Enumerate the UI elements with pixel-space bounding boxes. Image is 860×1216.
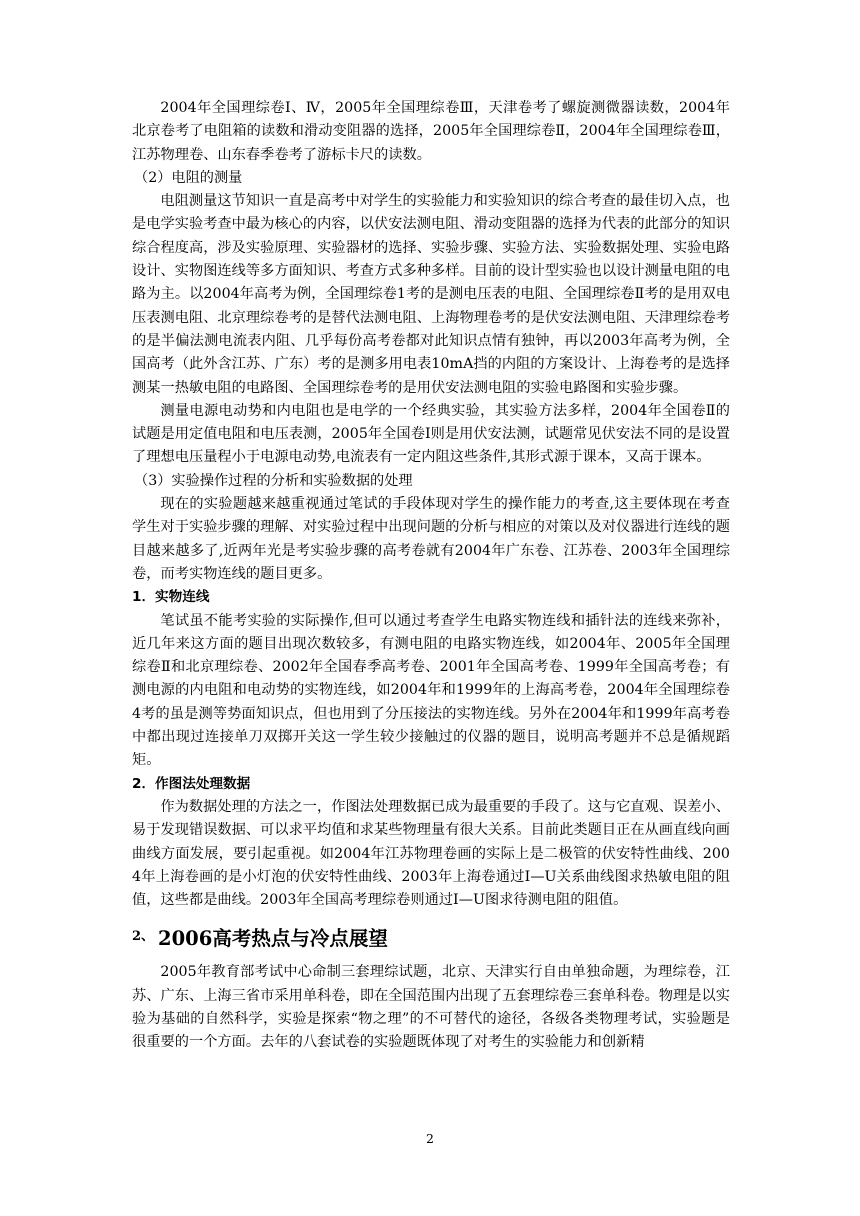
paragraph-physical-wiring: 笔试虽不能考实验的实际操作,但可以通过考查学生电路实物连线和插针法的连线来弥补，近几年来这方面的题目出现次数较多，有测电阻的电路实物连线，如2004年、2005年全国理综卷Ⅱ和北京理综卷、2002年全国春季高考卷、2001年全国高考卷、1999年全国高考卷；有测电源的内电阻和电动势的实物连线，如2004年和1999年的上海高考卷，2004年全国理综卷4考的虽是测等势面知识点，但也用到了分压接法的实物连线。另外在2004年和1999年高考卷中都出现过连接单刀双掷开关这一学生较少接触过的仪器的题目，说明高考题并不总是循规蹈矩。 (132, 612, 730, 769)
paragraph-experiment-operation: 现在的实验题越来越重视通过笔试的手段体现对学生的操作能力的考查,这主要体现在考查学生对于实验步骤的理解、对实验过程中出现问题的分析与相应的对策以及对仪器进行连线的题目越来越多了,近两年光是考实验步骤的高考卷就有2004年广东卷、江苏卷、2003年全国理综卷，而考实物连线的题目更多。 (132, 496, 730, 582)
section-heading (132, 922, 730, 954)
subheading-resistance-measurement: （2）电阻的测量 (134, 169, 243, 186)
heading-physical-wiring: 1．实物连线 (132, 589, 210, 606)
paragraph-2006-outlook: 2005年教育部考试中心命制三套理综试题，北京、天津实行自由单独命题，为理综卷，江苏、广东、上海三省市采用单科卷，即在全国范围内出现了五套理综卷三套单科卷。物理是以实验为基础的自然科学，实验是探索“物之理”的不可替代的途径，各级各类物理考试，实验题是很重要的一个方面。去年的八套试卷的实验题既体现了对考生的实验能力和创新精 (132, 964, 730, 1051)
page-number: 2 (426, 1131, 434, 1146)
section-number: 2、 (132, 929, 155, 945)
section-title: 2006高考热点与冷点展望 (158, 927, 388, 951)
paragraph-emf-measurement: 测量电源电动势和内电阻也是电学的一个经典实验，其实验方法多样，2004年全国卷Ⅱ的试题是用定值电阻和电压表测，2005年全国卷Ⅰ则是用伏安法测，试题常见伏安法不同的是设置了理想电压量程小于电源电动势,电流表有一定内阻这些条件,其形式源于课本，又高于课本。 (132, 402, 730, 466)
subheading-experiment-operation: （3）实验操作过程的分析和实验数据的处理 (134, 472, 413, 489)
paragraph-reading-questions: 2004年全国理综卷Ⅰ、Ⅳ，2005年全国理综卷Ⅲ，天津卷考了螺旋测微器读数，2004年北京卷考了电阻箱的读数和滑动变阻器的选择，2005年全国理综卷Ⅱ，2004年全国理综卷Ⅲ，江苏物理卷、山东春季卷考了游标卡尺的读数。 (132, 100, 730, 163)
page-content (132, 97, 730, 1055)
heading-graphing-data: 2．作图法处理数据 (132, 775, 251, 792)
paragraph-graphing-data: 作为数据处理的方法之一，作图法处理数据已成为最重要的手段了。这与它直观、误差小、易于发现错误数据、可以求平均值和求某些物理量有很大关系。目前此类题目正在从画直线向画曲线方面发展，要引起重视。如2004年江苏物理卷画的实际上是二极管的伏安特性曲线、2004年上海卷画的是小灯泡的伏安特性曲线、2003年上海卷通过I—U关系曲线图求热敏电阻的阻值，这些都是曲线。2003年全国高考理综卷则通过I—U图求待测电阻的阻值。 (132, 798, 730, 909)
paragraph-resistance-measurement: 电阻测量这节知识一直是高考中对学生的实验能力和实验知识的综合考查的最佳切入点，也是电学实验考查中最为核心的内容，以伏安法测电阻、滑动变阻器的选择为代表的此部分的知识综合程度高，涉及实验原理、实验器材的选择、实验步骤、实验方法、实验数据处理、实验电路设计、实物图连线等多方面知识、考查方式多种多样。目前的设计型实验也以设计测量电阻的电路为主。以2004年高考为例，全国理综卷1考的是测电压表的电阻、全国理综卷Ⅱ考的是用双电压表测电阻、北京理综卷考的是替代法测电阻、上海物理卷考的是伏安法测电阻、天津理综卷考的是半偏法测电流表内阻、几乎每份高考卷都对此知识点情有独钟，再以2003年高考为例，全国高考（此外含江苏、广东）考的是测多用电表10mA挡的内阻的方案设计、上海卷考的是选择测某一热敏电阻的电路图、全国理综卷考的是用伏安法测电阻的实验电路图和实验步骤。 (132, 193, 730, 396)
